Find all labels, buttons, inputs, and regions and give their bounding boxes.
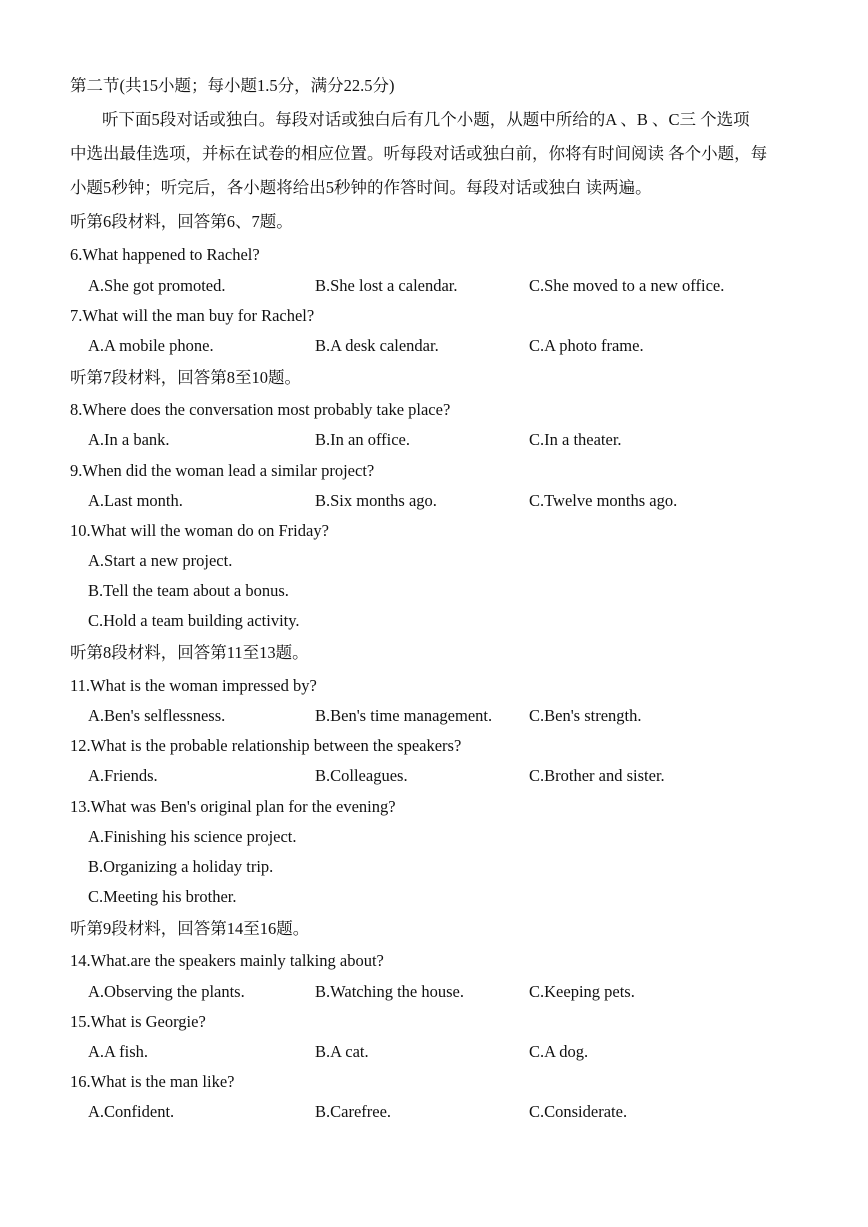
intro-line: 中选出最佳选项，并标在试卷的相应位置。听每段对话或独白前，你将有时间阅读 各个小题，每 bbox=[70, 144, 768, 163]
intro-line: 听下面5段对话或独白。每段对话或独白后有几个小题，从题中所给的A 、B 、C三 个选项 bbox=[102, 110, 750, 129]
intro-line: 小题5秒钟；听完后，各小题将给出5秒钟的作答时间。每段对话或独白 读两遍。 bbox=[70, 178, 652, 197]
option-c: C.A dog. bbox=[529, 1042, 589, 1061]
option-b: B.A cat. bbox=[315, 1042, 369, 1061]
option-b: B.Carefree. bbox=[315, 1102, 392, 1121]
option-a: A.A fish. bbox=[88, 1042, 149, 1061]
option-b: B.In an office. bbox=[315, 430, 410, 449]
option-a: A.Friends. bbox=[88, 766, 158, 785]
option-b: B.Colleagues. bbox=[315, 766, 408, 785]
question-text: 6.What happened to Rachel? bbox=[70, 245, 260, 264]
option-a: A.Ben's selflessness. bbox=[88, 706, 226, 725]
material-heading: 听第7段材料，回答第8至10题。 bbox=[70, 368, 301, 387]
section-title: 第二节(共15小题；每小题1.5分，满分22.5分) bbox=[70, 76, 395, 95]
question-text: 15.What is Georgie? bbox=[70, 1012, 206, 1031]
option-a: A.She got promoted. bbox=[88, 276, 226, 295]
option-b: B.Watching the house. bbox=[315, 982, 464, 1001]
option-c: C.Ben's strength. bbox=[529, 706, 642, 725]
option-a: A.Start a new project. bbox=[88, 551, 233, 570]
question-text: 14.What.are the speakers mainly talking about? bbox=[70, 951, 384, 970]
option-a: A.Finishing his science project. bbox=[88, 827, 297, 846]
question-text: 16.What is the man like? bbox=[70, 1072, 235, 1091]
question-text: 7.What will the man buy for Rachel? bbox=[70, 306, 315, 325]
option-c: C.In a theater. bbox=[529, 430, 622, 449]
question-text: 12.What is the probable relationship between the speakers? bbox=[70, 736, 462, 755]
option-c: C.Hold a team building activity. bbox=[88, 611, 300, 630]
option-a: A.In a bank. bbox=[88, 430, 170, 449]
material-heading: 听第9段材料，回答第14至16题。 bbox=[70, 919, 310, 938]
question-text: 9.When did the woman lead a similar project? bbox=[70, 461, 375, 480]
option-b: B.Tell the team about a bonus. bbox=[88, 581, 289, 600]
material-heading: 听第6段材料，回答第6、7题。 bbox=[70, 212, 293, 231]
material-heading: 听第8段材料，回答第11至13题。 bbox=[70, 643, 309, 662]
option-c: C.A photo frame. bbox=[529, 336, 644, 355]
option-c: C.Twelve months ago. bbox=[529, 491, 678, 510]
option-c: C.She moved to a new office. bbox=[529, 276, 725, 295]
option-a: A.Observing the plants. bbox=[88, 982, 245, 1001]
option-b: B.Organizing a holiday trip. bbox=[88, 857, 274, 876]
option-c: C.Considerate. bbox=[529, 1102, 628, 1121]
question-text: 13.What was Ben's original plan for the evening? bbox=[70, 797, 396, 816]
option-c: C.Brother and sister. bbox=[529, 766, 665, 785]
option-b: B.A desk calendar. bbox=[315, 336, 439, 355]
option-a: A.Last month. bbox=[88, 491, 183, 510]
question-text: 8.Where does the conversation most probably take place? bbox=[70, 400, 451, 419]
option-b: B.Ben's time management. bbox=[315, 706, 493, 725]
option-b: B.She lost a calendar. bbox=[315, 276, 458, 295]
option-a: A.Confident. bbox=[88, 1102, 175, 1121]
option-c: C.Meeting his brother. bbox=[88, 887, 237, 906]
option-b: B.Six months ago. bbox=[315, 491, 437, 510]
question-text: 10.What will the woman do on Friday? bbox=[70, 521, 329, 540]
question-text: 11.What is the woman impressed by? bbox=[70, 676, 317, 695]
option-c: C.Keeping pets. bbox=[529, 982, 635, 1001]
option-a: A.A mobile phone. bbox=[88, 336, 214, 355]
